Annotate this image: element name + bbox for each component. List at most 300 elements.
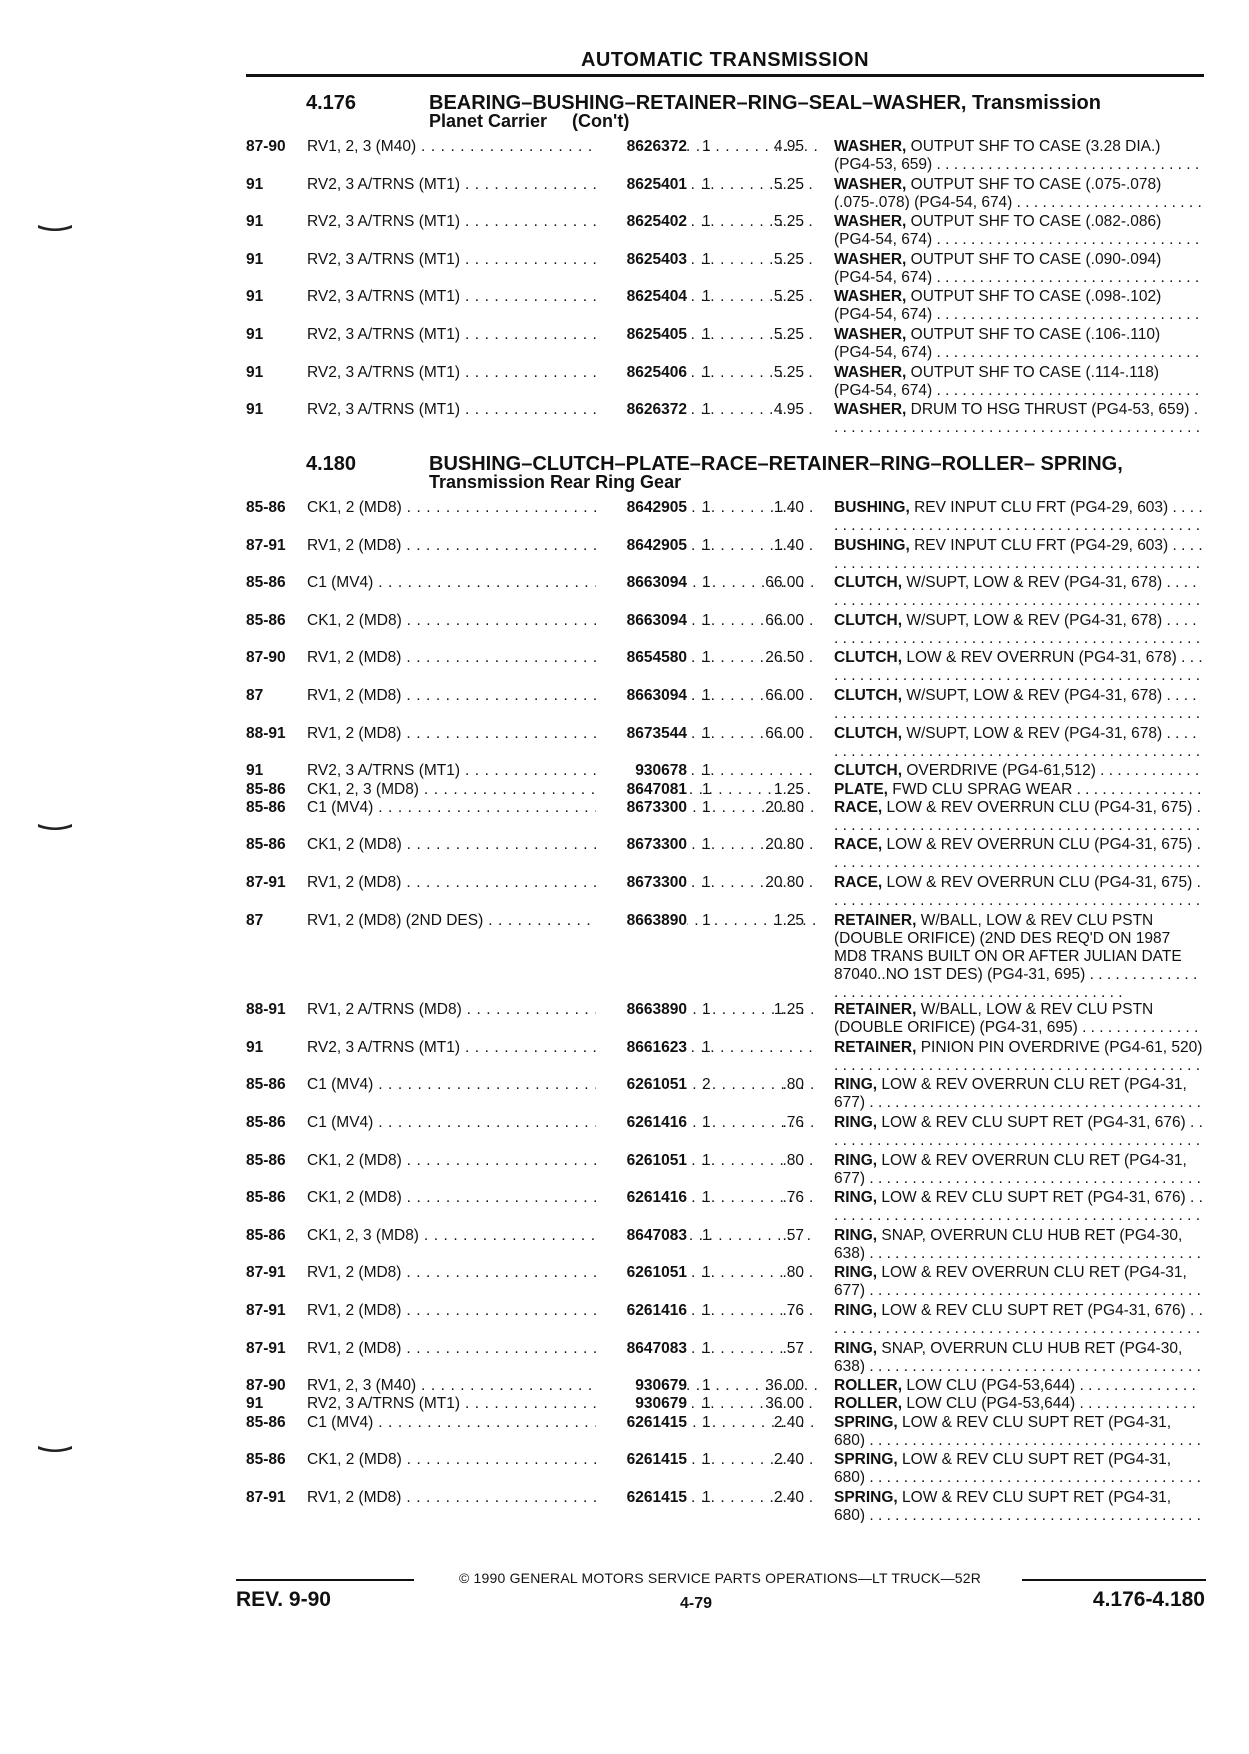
part-description [834, 1377, 1204, 1394]
price: .76 [782, 1113, 804, 1131]
part-number: 930679 [596, 1377, 687, 1395]
part-description [834, 176, 1204, 211]
quantity: 1 [702, 138, 711, 155]
part-detail: SNAP, OVERRUN CLU HUB RET (PG4-30, 638) [834, 1339, 1183, 1375]
part-keyword: RING, [834, 1339, 878, 1357]
part-number: 8625406 [596, 364, 687, 382]
part-keyword: CLUTCH, [834, 649, 903, 667]
part-description [834, 1001, 1204, 1036]
part-number: 6261416 [596, 1302, 687, 1320]
application: CK1, 2 (MD8) . . . [307, 1451, 817, 1469]
part-row [246, 251, 1206, 286]
part-detail: LOW & REV OVERRUN CLU RET (PG4-31, 677) [834, 1264, 1187, 1299]
part-number: 6261415 [596, 1414, 687, 1432]
price: 36.00 [765, 1395, 804, 1413]
part-description [834, 1302, 1204, 1337]
model-year: 87 [246, 911, 264, 929]
footer-rule [236, 1579, 414, 1581]
part-keyword: SPRING, [834, 1451, 898, 1469]
part-keyword: RING, [834, 1301, 878, 1319]
part-number: 8626372 [596, 401, 687, 419]
quantity: 1 [702, 836, 711, 854]
model-year: 91 [246, 213, 264, 231]
binder-hole-mark [38, 223, 72, 231]
part-keyword: WASHER, [834, 250, 907, 268]
price: .80 [782, 1076, 804, 1094]
part-row [246, 1189, 1206, 1224]
price: 1.40 [773, 499, 804, 516]
part-row [246, 1489, 1206, 1524]
part-description [834, 1340, 1204, 1375]
header-rule [246, 74, 1204, 77]
part-detail: LOW & REV CLU SUPT RET (PG4-31, 676) [877, 1113, 1186, 1131]
part-description [834, 574, 1204, 609]
part-description [834, 1076, 1204, 1111]
part-detail: OUTPUT SHF TO CASE (3.28 DIA.) (PG4-53, 659) [834, 138, 1161, 173]
price: .80 [782, 1264, 804, 1282]
quantity: 1 [702, 762, 711, 780]
quantity: 1 [702, 1189, 711, 1207]
application: RV2, 3 A/TRNS (MT1) . . . [307, 762, 817, 780]
application: CK1, 2 (MD8) . . . [307, 1152, 817, 1170]
part-keyword: RETAINER, [834, 911, 917, 929]
part-row [246, 1395, 1206, 1412]
part-keyword: RING, [834, 1226, 878, 1244]
part-description [834, 1152, 1204, 1187]
part-description [834, 687, 1204, 722]
quantity: 1 [702, 911, 711, 929]
part-detail: DRUM TO HSG THRUST (PG4-53, 659) [906, 401, 1190, 419]
part-keyword: WASHER, [834, 138, 907, 155]
model-year: 87-91 [246, 1339, 286, 1357]
quantity: 1 [702, 175, 711, 193]
quantity: 1 [702, 1151, 711, 1169]
part-row [246, 799, 1206, 834]
part-row [246, 912, 1206, 999]
part-keyword: BUSHING, [834, 499, 910, 516]
quantity: 1 [702, 611, 711, 629]
part-row [246, 1227, 1206, 1262]
parts-list [246, 499, 1206, 1549]
application: RV2, 3 A/TRNS (MT1) . . . [307, 1039, 817, 1057]
quantity: 1 [702, 687, 711, 704]
model-year: 91 [246, 326, 264, 343]
application: CK1, 2, 3 (MD8) . . . [307, 1227, 817, 1245]
part-detail: OUTPUT SHF TO CASE (.075-.078) (.075-.078) (PG4-54, 674) [834, 175, 1162, 211]
price: 66.00 [765, 687, 804, 704]
quantity: 1 [702, 213, 711, 231]
part-number: 8626372 [596, 138, 687, 156]
part-description [834, 499, 1204, 534]
part-number: 8673300 [596, 799, 687, 817]
part-row [246, 762, 1206, 779]
part-number: 8625402 [596, 213, 687, 231]
model-year: 91 [246, 762, 264, 780]
part-detail: LOW CLU (PG4-53,644) [902, 1377, 1076, 1395]
part-detail: LOW & REV OVERRUN CLU (PG4-31, 675) [882, 798, 1193, 816]
price: 1.25 [773, 911, 804, 929]
part-detail: W/SUPT, LOW & REV (PG4-31, 678) [902, 574, 1163, 592]
part-row [246, 649, 1206, 684]
application: RV1, 2 (MD8) . . . [307, 1340, 817, 1358]
part-keyword: RING, [834, 1264, 878, 1282]
application: RV1, 2 (MD8) . . . [307, 725, 817, 743]
part-keyword: WASHER, [834, 288, 907, 306]
application: RV1, 2 (MD8) . . . [307, 1302, 817, 1320]
part-number: 8625405 [596, 326, 687, 344]
part-row [246, 612, 1206, 647]
model-year: 87-90 [246, 649, 286, 667]
model-year: 85-86 [246, 798, 286, 816]
part-row [246, 1114, 1206, 1149]
application: RV1, 2 (MD8) . . . [307, 1264, 817, 1282]
part-keyword: RACE, [834, 798, 883, 816]
price: 5.25 [773, 288, 804, 306]
part-row [246, 1340, 1206, 1375]
application: C1 (MV4) . . . [307, 1414, 817, 1432]
part-row [246, 364, 1206, 399]
part-detail: OUTPUT SHF TO CASE (.114-.118) (PG4-54, 674) [834, 363, 1160, 399]
model-year: 87 [246, 687, 264, 704]
price: 20.80 [765, 798, 804, 816]
price: 5.25 [773, 250, 804, 268]
quantity: 1 [702, 1038, 711, 1056]
page-title: AUTOMATIC TRANSMISSION [580, 49, 870, 71]
price: 4.95 [773, 138, 804, 155]
part-row [246, 138, 1206, 173]
model-year: 85-86 [246, 1413, 286, 1431]
part-description [834, 213, 1204, 248]
part-description [834, 1414, 1204, 1449]
quantity: 1 [702, 798, 711, 816]
part-detail: LOW & REV OVERRUN (PG4-31, 678) [902, 649, 1177, 667]
section-range: 4.176-4.180 [1092, 1588, 1205, 1611]
model-year: 85-86 [246, 611, 286, 629]
part-number: 8663094 [596, 574, 687, 592]
part-detail: W/SUPT, LOW & REV (PG4-31, 678) [902, 687, 1163, 704]
price: .57 [782, 1226, 804, 1244]
part-keyword: SPRING, [834, 1413, 898, 1431]
model-year: 91 [246, 1395, 264, 1413]
model-year: 91 [246, 288, 264, 306]
model-year: 85-86 [246, 1189, 286, 1207]
part-number: 8661623 [596, 1039, 687, 1057]
quantity: 1 [702, 874, 711, 891]
model-year: 91 [246, 363, 264, 381]
price: 1.25 [773, 780, 804, 798]
price: 26.50 [765, 649, 804, 667]
application: CK1, 2 (MD8) . . . [307, 1189, 817, 1207]
part-detail: PINION PIN OVERDRIVE (PG4-61, 520) [916, 1038, 1203, 1056]
part-detail: LOW & REV CLU SUPT RET (PG4-31, 680) [834, 1451, 1172, 1486]
part-detail: OUTPUT SHF TO CASE (.090-.094) (PG4-54, 674) [834, 250, 1162, 286]
model-year: 85-86 [246, 780, 286, 798]
part-number: 8663890 [596, 1001, 687, 1019]
part-row [246, 836, 1206, 871]
part-description [834, 251, 1204, 286]
quantity: 1 [702, 1001, 711, 1019]
part-number: 930679 [596, 1395, 687, 1413]
part-number: 6261051 [596, 1152, 687, 1170]
model-year: 87-91 [246, 1301, 286, 1319]
part-detail: LOW & REV OVERRUN CLU RET (PG4-31, 677) [834, 1076, 1187, 1111]
part-description [834, 649, 1204, 684]
section-number: 4.180 [306, 453, 357, 475]
model-year: 87-90 [246, 138, 286, 155]
application: CK1, 2 (MD8) . . . [307, 836, 817, 854]
part-description [834, 1264, 1204, 1299]
part-row [246, 1039, 1206, 1074]
part-keyword: RACE, [834, 874, 883, 891]
part-description [834, 288, 1204, 323]
part-row [246, 1451, 1206, 1486]
price: 2.40 [773, 1451, 804, 1469]
model-year: 91 [246, 175, 264, 193]
application: RV2, 3 A/TRNS (MT1) . . . [307, 1395, 817, 1413]
application: RV1, 2, 3 (M40) . . . [307, 1377, 817, 1395]
price: 5.25 [773, 175, 804, 193]
model-year: 85-86 [246, 1451, 286, 1469]
part-description [834, 1227, 1204, 1262]
part-detail: LOW CLU (PG4-53,644) [902, 1395, 1076, 1413]
quantity: 2 [702, 1076, 711, 1094]
part-keyword: PLATE, [834, 780, 888, 798]
quantity: 1 [702, 1413, 711, 1431]
part-keyword: WASHER, [834, 401, 907, 419]
part-detail: LOW & REV OVERRUN CLU (PG4-31, 675) [882, 874, 1193, 891]
part-keyword: RING, [834, 1151, 878, 1169]
part-row [246, 1302, 1206, 1337]
application: C1 (MV4) . . . [307, 799, 817, 817]
part-number: 930678 [596, 762, 687, 780]
application: RV1, 2 (MD8) . . . [307, 1489, 817, 1507]
application: RV2, 3 A/TRNS (MT1) . . . [307, 326, 817, 344]
price: 1.25 [773, 1001, 804, 1019]
part-row [246, 537, 1206, 572]
quantity: 1 [702, 724, 711, 742]
part-number: 6261051 [596, 1076, 687, 1094]
model-year: 85-86 [246, 1076, 286, 1094]
part-detail: W/BALL, LOW & REV CLU PSTN (DOUBLE ORIFICE) (PG4-31, 695) [834, 1001, 1154, 1036]
section-subtitle: Planet Carrier (Con't) [429, 111, 630, 131]
quantity: 1 [702, 1264, 711, 1282]
part-keyword: RING, [834, 1189, 878, 1207]
price: 5.25 [773, 326, 804, 343]
application: RV2, 3 A/TRNS (MT1) . . . [307, 401, 817, 419]
quantity: 1 [702, 1395, 711, 1413]
quantity: 1 [702, 499, 711, 516]
price: .76 [782, 1301, 804, 1319]
application: RV1, 2 (MD8) . . . [307, 537, 817, 555]
part-row [246, 401, 1206, 436]
model-year: 88-91 [246, 724, 286, 742]
part-number: 8663094 [596, 687, 687, 705]
price: .57 [782, 1339, 804, 1357]
price: 2.40 [773, 1488, 804, 1506]
price: 1.40 [773, 536, 804, 554]
price: .76 [782, 1189, 804, 1207]
part-keyword: ROLLER, [834, 1395, 903, 1413]
quantity: 1 [702, 1226, 711, 1244]
section-title: BUSHING–CLUTCH–PLATE–RACE–RETAINER–RING–ROLLER– SPRING, [429, 453, 1123, 475]
model-year: 85-86 [246, 1151, 286, 1169]
model-year: 85-86 [246, 1226, 286, 1244]
part-keyword: ROLLER, [834, 1377, 903, 1395]
part-keyword: RING, [834, 1113, 878, 1131]
part-description [834, 401, 1204, 436]
part-description [834, 1395, 1204, 1412]
part-detail: W/BALL, LOW & REV CLU PSTN (DOUBLE ORIFICE) (2ND DES REQ'D ON 1987 MD8 TRANS BUILT ON OR AFTER JULIAN DATE 87040..NO 1ST DES) (PG4-31, 695) [834, 911, 1182, 983]
part-detail: LOW & REV CLU SUPT RET (PG4-31, 676) [877, 1189, 1186, 1207]
part-row [246, 1152, 1206, 1187]
part-description [834, 874, 1204, 909]
application: RV1, 2, 3 (M40) . . . [307, 138, 817, 156]
price: 4.95 [773, 401, 804, 419]
application: RV2, 3 A/TRNS (MT1) . . . [307, 364, 817, 382]
quantity: 1 [702, 536, 711, 554]
binder-hole-mark [38, 1444, 72, 1452]
model-year: 85-86 [246, 836, 286, 854]
part-row [246, 874, 1206, 909]
model-year: 85-86 [246, 499, 286, 516]
part-row [246, 781, 1206, 798]
part-description [834, 1489, 1204, 1524]
part-number: 8673300 [596, 836, 687, 854]
quantity: 1 [702, 363, 711, 381]
part-row [246, 326, 1206, 361]
copyright-notice: © 1990 GENERAL MOTORS SERVICE PARTS OPERATIONS—LT TRUCK—52R [458, 1570, 982, 1586]
part-keyword: WASHER, [834, 326, 907, 343]
price: 20.80 [765, 874, 804, 891]
application: RV1, 2 A/TRNS (MD8) . . . [307, 1001, 817, 1019]
part-row [246, 574, 1206, 609]
application: C1 (MV4) . . . [307, 574, 817, 592]
part-description [834, 612, 1204, 647]
model-year: 87-91 [246, 874, 286, 891]
part-description [834, 725, 1204, 760]
application: RV1, 2 (MD8) . . . [307, 649, 817, 667]
quantity: 1 [702, 1301, 711, 1319]
part-keyword: CLUTCH, [834, 611, 903, 629]
part-number: 8663890 [596, 912, 687, 930]
part-keyword: WASHER, [834, 175, 907, 193]
quantity: 1 [702, 574, 711, 592]
quantity: 1 [702, 288, 711, 306]
part-number: 6261416 [596, 1189, 687, 1207]
part-detail: LOW & REV CLU SUPT RET (PG4-31, 680) [834, 1413, 1172, 1449]
part-row [246, 1001, 1206, 1036]
part-description [834, 1114, 1204, 1149]
part-number: 8673300 [596, 874, 687, 892]
quantity: 1 [702, 1113, 711, 1131]
part-keyword: CLUTCH, [834, 724, 903, 742]
footer-rule [1022, 1579, 1206, 1581]
part-row [246, 725, 1206, 760]
part-description [834, 537, 1204, 572]
part-number: 8625403 [596, 251, 687, 269]
part-description [834, 836, 1204, 871]
part-description [834, 1039, 1204, 1074]
parts-list [246, 138, 1206, 438]
part-description [834, 1451, 1204, 1486]
part-detail: OUTPUT SHF TO CASE (.106-.110) (PG4-54, 674) [834, 326, 1161, 361]
quantity: 1 [702, 1339, 711, 1357]
model-year: 87-91 [246, 1488, 286, 1506]
part-number: 6261415 [596, 1451, 687, 1469]
part-keyword: RETAINER, [834, 1001, 917, 1019]
page-number: 4-79 [680, 1595, 713, 1612]
part-detail: FWD CLU SPRAG WEAR [887, 780, 1073, 798]
application: RV1, 2 (MD8) (2ND DES) . . . [307, 912, 817, 930]
part-keyword: RING, [834, 1076, 878, 1094]
part-number: 8663094 [596, 612, 687, 630]
part-keyword: CLUTCH, [834, 574, 903, 592]
part-row [246, 499, 1206, 534]
part-detail: LOW & REV CLU SUPT RET (PG4-31, 676) [877, 1301, 1186, 1319]
application: RV2, 3 A/TRNS (MT1) . . . [307, 251, 817, 269]
binder-hole-mark [38, 822, 72, 830]
part-detail: LOW & REV OVERRUN CLU RET (PG4-31, 677) [834, 1151, 1187, 1187]
part-number: 6261416 [596, 1114, 687, 1132]
application: RV2, 3 A/TRNS (MT1) . . . [307, 213, 817, 231]
quantity: 1 [702, 1377, 711, 1395]
part-detail: OUTPUT SHF TO CASE (.082-.086) (PG4-54, 674) [834, 213, 1162, 248]
part-number: 8647083 [596, 1227, 687, 1245]
part-description [834, 781, 1204, 798]
section-title: BEARING–BUSHING–RETAINER–RING–SEAL–WASHER, Transmission [429, 92, 1101, 114]
price: 66.00 [765, 724, 804, 742]
part-number: 8642905 [596, 537, 687, 555]
part-number: 8625401 [596, 176, 687, 194]
part-description [834, 912, 1204, 999]
part-detail: REV INPUT CLU FRT (PG4-29, 603) [909, 499, 1169, 516]
part-number: 8654580 [596, 649, 687, 667]
application: CK1, 2, 3 (MD8) . . . [307, 781, 817, 799]
part-keyword: SPRING, [834, 1488, 898, 1506]
application: RV2, 3 A/TRNS (MT1) . . . [307, 176, 817, 194]
part-description [834, 1189, 1204, 1224]
part-keyword: RACE, [834, 836, 883, 854]
part-number: 8642905 [596, 499, 687, 517]
model-year: 85-86 [246, 1113, 286, 1131]
part-row [246, 213, 1206, 248]
part-row [246, 687, 1206, 722]
part-number: 6261051 [596, 1264, 687, 1282]
application: C1 (MV4) . . . [307, 1076, 817, 1094]
part-keyword: CLUTCH, [834, 687, 903, 704]
section-number: 4.176 [306, 92, 357, 114]
section-subtitle: Transmission Rear Ring Gear [429, 472, 682, 492]
model-year: 85-86 [246, 574, 286, 592]
part-description [834, 762, 1204, 779]
application: RV1, 2 (MD8) . . . [307, 687, 817, 705]
part-keyword: RETAINER, [834, 1038, 917, 1056]
part-row [246, 1264, 1206, 1299]
price: 5.25 [773, 213, 804, 231]
part-detail: W/SUPT, LOW & REV (PG4-31, 678) [902, 724, 1163, 742]
part-row [246, 1377, 1206, 1394]
price: 2.40 [773, 1413, 804, 1431]
part-description [834, 326, 1204, 361]
price: 36.00 [765, 1377, 804, 1395]
revision-label: REV. 9-90 [236, 1588, 331, 1611]
quantity: 1 [702, 1451, 711, 1469]
model-year: 87-91 [246, 1264, 286, 1282]
price: 20.80 [765, 836, 804, 854]
model-year: 91 [246, 1038, 264, 1056]
part-row [246, 1414, 1206, 1449]
model-year: 87-91 [246, 536, 286, 554]
